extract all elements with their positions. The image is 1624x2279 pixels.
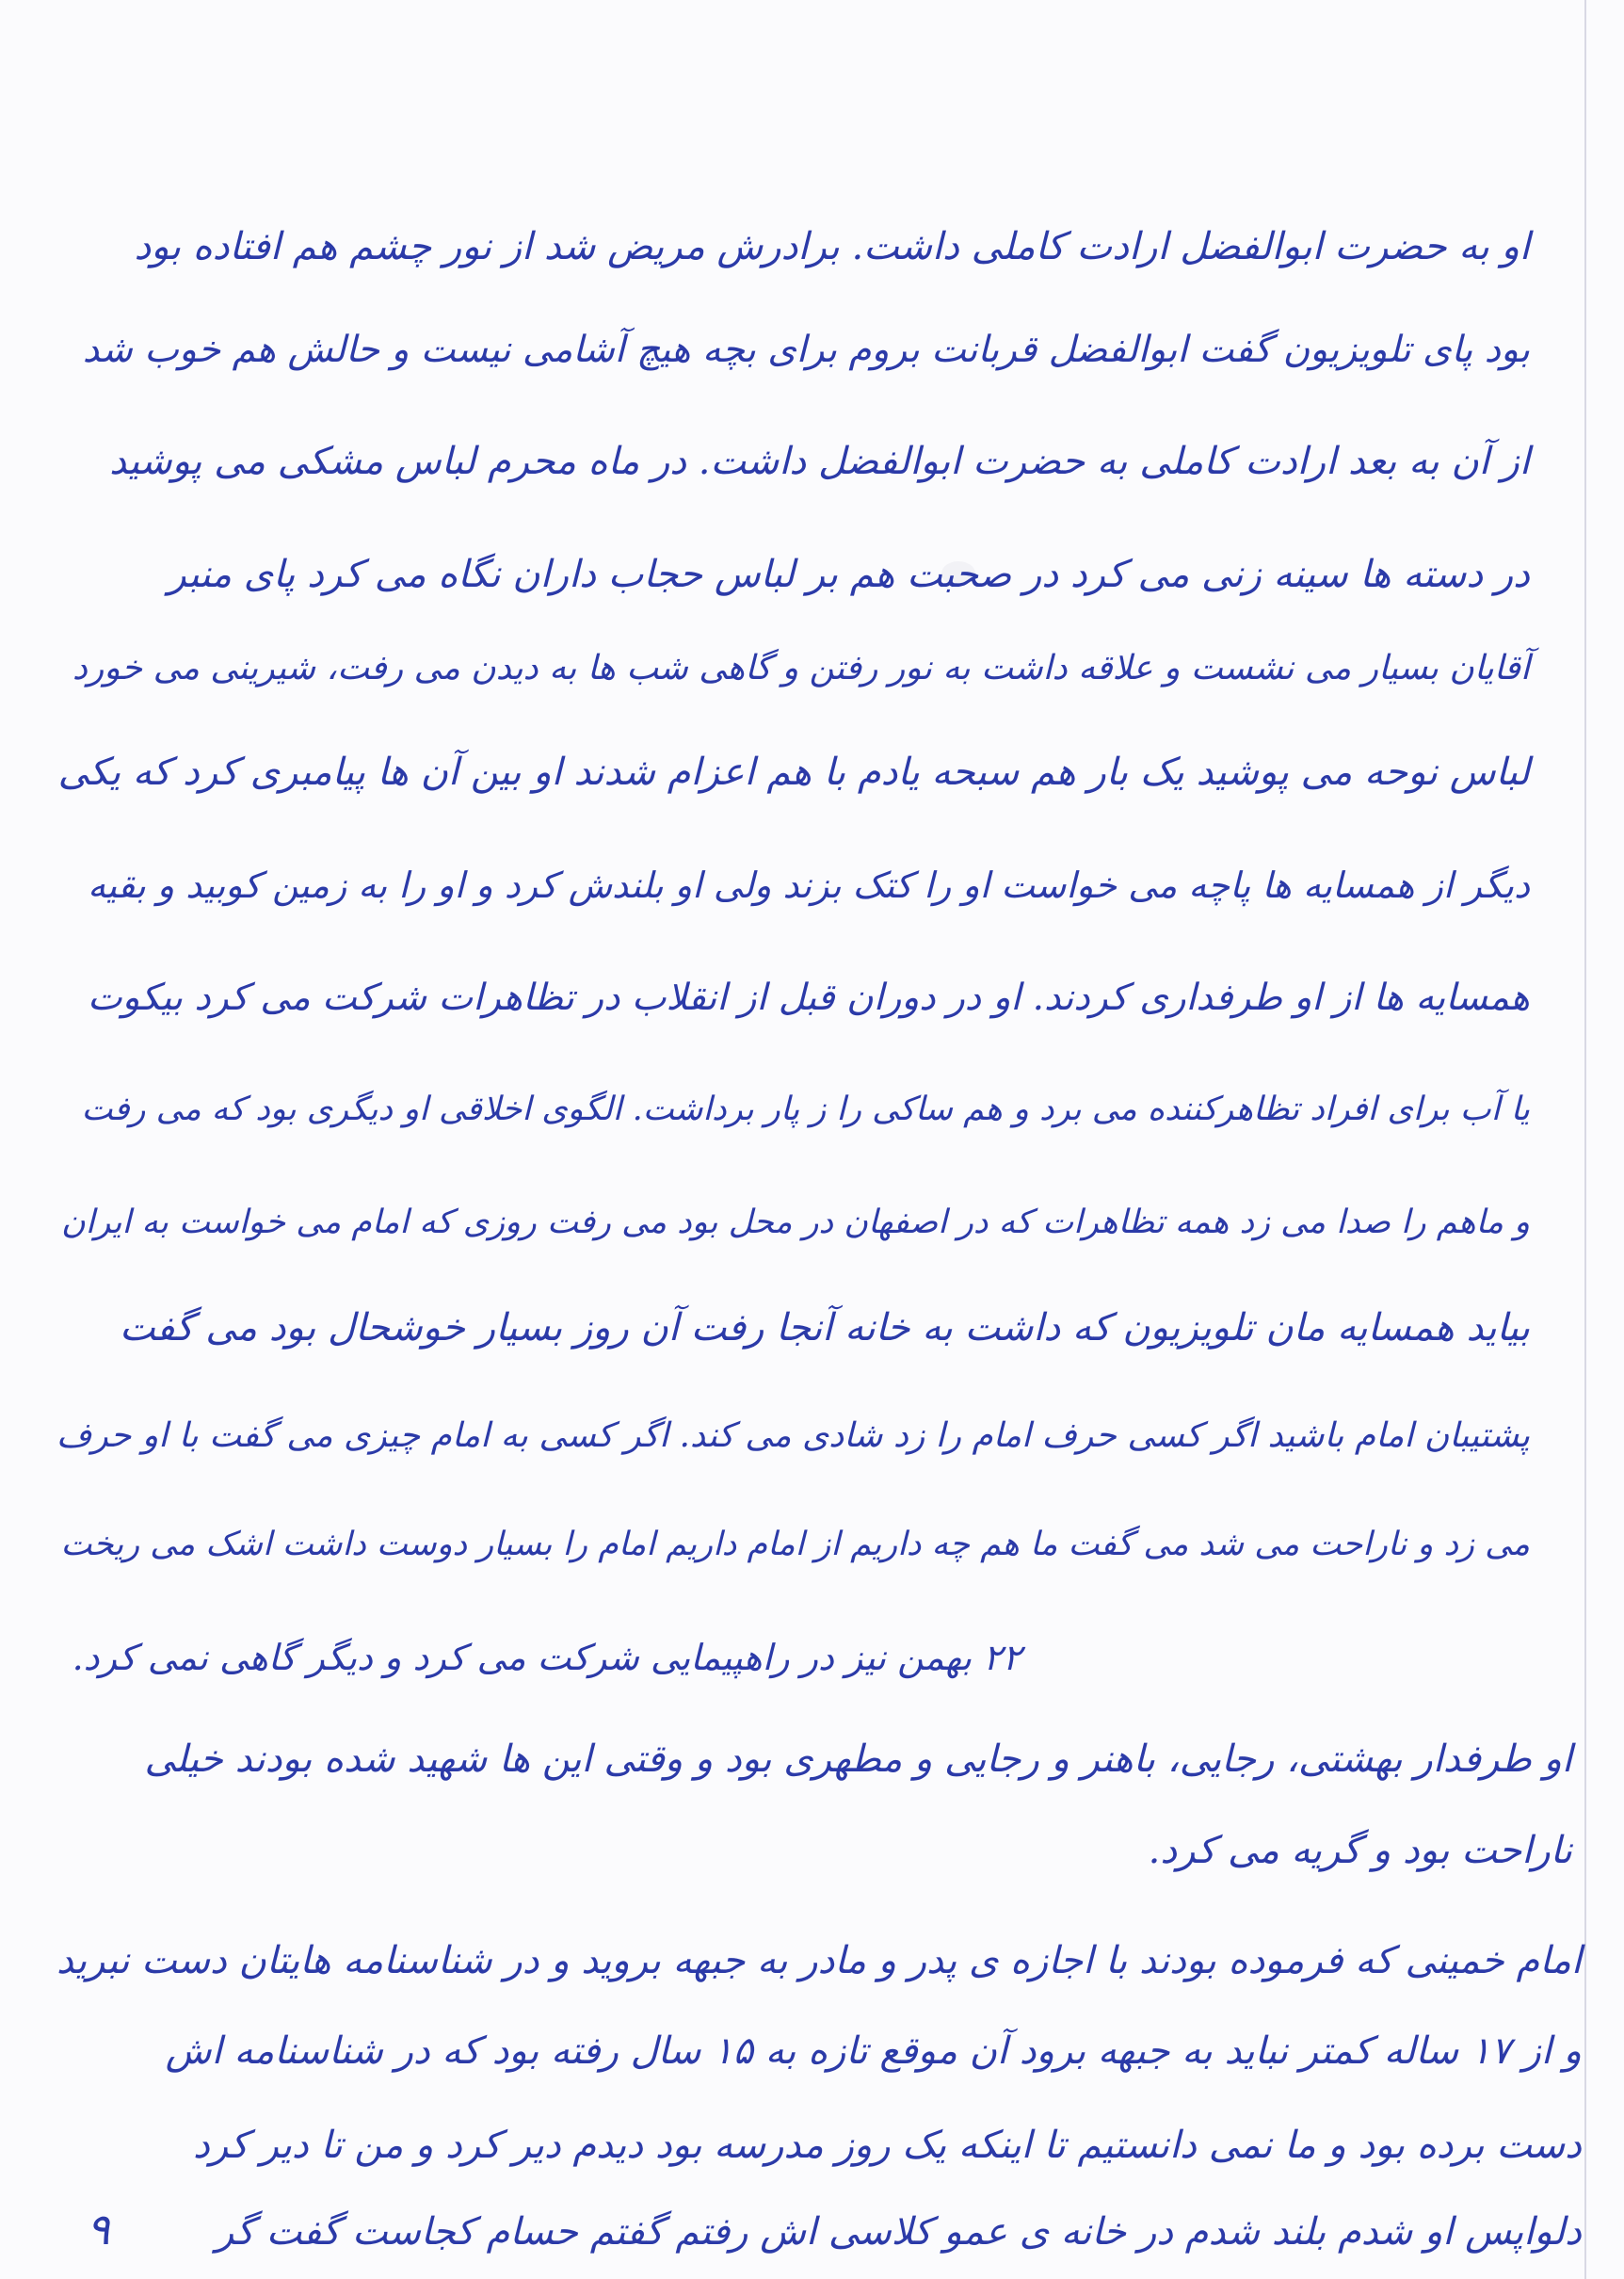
text-line: بیاید همسایه مان تلویزیون که داشت به خانه آنجا رفت آن روز بسیار خوشحال بود می گفت [119, 1306, 1530, 1350]
text-line: امام خمینی که فرموده بودند با اجازه ی پدر و مادر به جبهه بروید و در شناسنامه هایتان دست نبرید [56, 1939, 1582, 1982]
text-line: می زد و ناراحت می شد می گفت ما هم چه داریم از امام داریم امام را بسیار دوست داشت اشک می ریخت [60, 1526, 1530, 1563]
text-line: پشتیبان امام باشید اگر کسی حرف امام را زد شادی می کند. اگر کسی به امام چیزی می گفت با او حرف [56, 1416, 1530, 1455]
text-line: دست برده بود و ما نمی دانستیم تا اینکه یک روز مدرسه بود دیدم دیر کرد و من تا دیر کرد [193, 2124, 1582, 2167]
text-line: ۲۲ بهمن نیز در راهپیمایی شرکت می کرد و دیگر گاهی نمی کرد. [72, 1637, 1021, 1678]
text-line: در دسته ها سینه زنی می کرد در صحبت هم بر لباس حجاب داران نگاه می کرد پای منبر [168, 553, 1530, 596]
text-line: از آن به بعد ارادت کاملی به حضرت ابوالفضل داشت. در ماه محرم لباس مشکی می پوشید [109, 440, 1530, 483]
paper-edge-line [1584, 0, 1586, 2279]
text-line: یا آب برای افراد تظاهرکننده می برد و هم ساکی را ز پار برداشت. الگوی اخلاقی او دیگری بود که می رفت [81, 1091, 1530, 1128]
text-line: دیگر از همسایه ها پاچه می خواست او را کتک بزند ولی او بلندش کرد و او را به زمین کوبید و بقیه [88, 865, 1530, 906]
text-line: و از ۱۷ ساله کمتر نباید به جبهه برود آن موقع تازه به ۱۵ سال رفته بود که در شناسنامه اش [165, 2029, 1582, 2073]
page-number: ۹ [87, 2204, 110, 2255]
text-line: او به حضرت ابوالفضل ارادت کاملی داشت. برادرش مریض شد از نور چشم هم افتاده بود [134, 225, 1530, 268]
text-line: همسایه ها از او طرفداری کردند. او در دوران قبل از انقلاب در تظاهرات شرکت می کرد بیکوت [87, 977, 1530, 1019]
text-line: بود پای تلویزیون گفت ابوالفضل قربانت بروم برای بچه هیچ آشامی نیست و حالش هم خوب شد [82, 329, 1530, 371]
text-line: و ماهم را صدا می زد همه تظاهرات که در اصفهان در محل بود می رفت روزی که امام می خواست به ایران [60, 1204, 1530, 1241]
text-line: لباس نوحه می پوشید یک بار هم سبحه یادم با هم اعزام شدند او بین آن ها پیامبری کرد که یکی [57, 751, 1530, 794]
text-line: آقایان بسیار می نشست و علاقه داشت به نور رفتن و گاهی شب ها به دیدن می رفت، شیرینی می خورد [72, 649, 1530, 687]
text-line: ناراحت بود و گریه می کرد. [1148, 1829, 1572, 1872]
text-line: دلواپس او شدم بلند شدم در خانه ی عمو کلاسی اش رفتم گفتم حسام کجاست گفت گر [215, 2210, 1582, 2254]
text-line: او طرفدار بهشتی، رجایی، باهنر و رجایی و مطهری بود و وقتی این ها شهید شده بودند خیلی [144, 1738, 1572, 1781]
